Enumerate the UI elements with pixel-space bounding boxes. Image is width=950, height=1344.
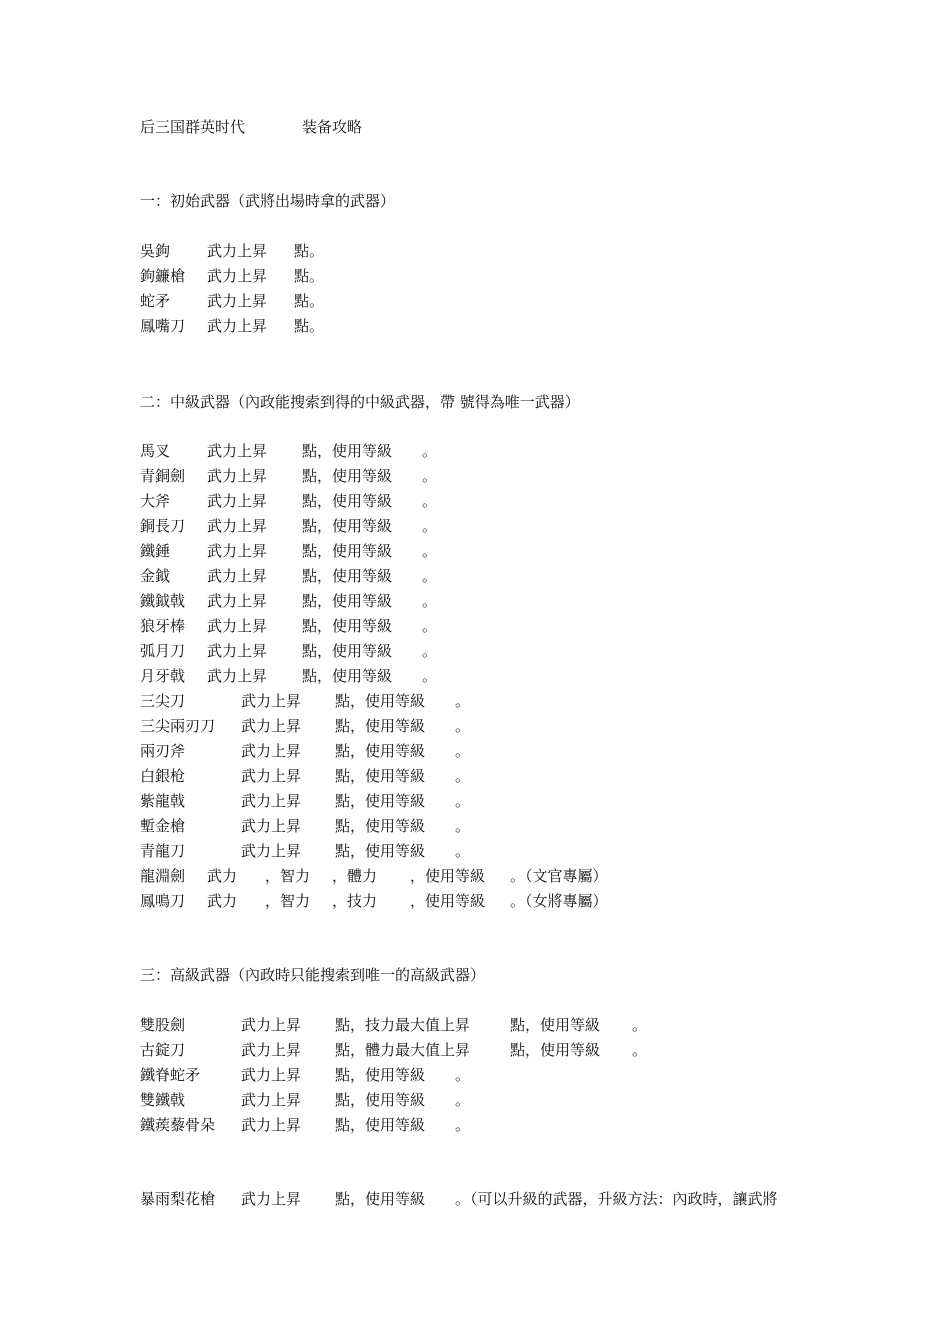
section-heading-intermediate: 二：中級武器（內政能搜索到得的中級武器，帶 號得為唯一武器） xyxy=(140,393,580,411)
title-name: 后三国群英时代 xyxy=(140,118,246,136)
section-heading-advanced: 三：高級武器（內政時只能搜索到唯一的高級武器） xyxy=(140,966,486,984)
document-page: 后三国群英时代 装备攻略 一：初始武器（武將出場時拿的武器） 吳鉤 武力上昇 點。 鉤鐮槍 武力上昇 點。 蛇矛 武力上昇 點。 鳳嘴刀 武力上昇 點。 二：中級武器（內政能搜索到得的中級武器，帶 號得為唯一武器） 馬叉 武力上昇 點，使用等級 。 青銅劍 武力上昇 點，使用等級 。 大斧 武力上昇 點，使用等級 。 銅長刀 武力上昇 點，使用等級 。 鐵錘 武力上昇 點，使用等級 。 金鉞 武力上昇 點，使用等級 。 鐵鉞戟 武力上昇 點，使用等級 。 狼牙棒 武力上昇 點，使用等級 。 弧月刀 武力上昇 點，使用等級 。 月牙戟 武力上昇 點，使用等級 。 三尖刀 武力上昇 點，使用等級 。 三尖兩刃刀 武力上昇 點，使用等級 。 兩刃斧 武力上昇 點，使用等級 。 白銀枪 武力上昇 點，使用等級 。 紫龍戟 武力上昇 點，使用等級 。 塹金槍 武力上昇 點，使用等級 。 青龍刀 武力上昇 點，使用等級 。 龍淵劍 武力 ，智力 ，體力 ，使用等級 。（文官專屬） 鳳鳴刀 武力 ，智力 ，技力 ，使用等級 。（女將專屬） 三：高級武器（內政時只能搜索到唯一的高級武器） 雙股劍 武力上昇 點，技力最大值上昇 點，使用等級 。 古錠刀 武力上昇 點，體力最大值上昇 點，使用等級 。 鐵脊蛇矛 武力上昇 點，使用等級 。 雙鐵戟 武力上昇 點，使用等級 。 鐵蒺藜骨朵 武力上昇 點，使用等級 。 暴雨梨花槍 武力上昇 點，使用等級 。（可以升級的武器，升級方法：內政時，讓武將 xyxy=(140,118,778,1208)
title-subtitle: 装备攻略 xyxy=(302,118,363,136)
section-heading-initial: 一：初始武器（武將出場時拿的武器） xyxy=(140,192,396,210)
